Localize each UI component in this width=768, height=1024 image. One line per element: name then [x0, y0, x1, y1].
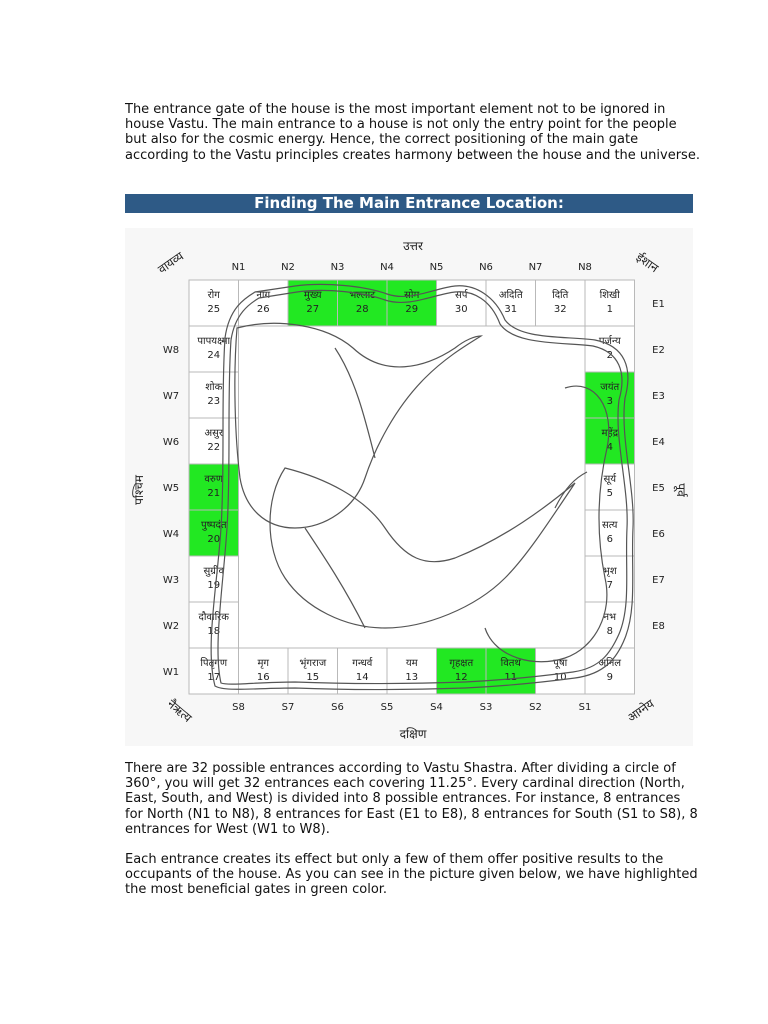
zone-number: 28 — [355, 304, 369, 315]
west-entrance-W8: W8 — [162, 345, 180, 356]
left-zone-cell-21 — [189, 464, 239, 510]
zone-name: पूषा — [553, 658, 568, 669]
zone-name: अनिल — [598, 658, 622, 669]
zone-number: 30 — [454, 304, 468, 315]
top-zone-cell-31 — [486, 280, 536, 326]
zone-number: 2 — [606, 350, 613, 361]
north-label: उत्तर — [403, 239, 423, 253]
zone-number: 20 — [207, 534, 221, 545]
zone-name: मृग — [257, 658, 270, 669]
zone-name: सूर्य — [603, 474, 617, 485]
zone-name: पितृगण — [200, 658, 228, 669]
north-entrance-N4: N4 — [380, 262, 394, 273]
zone-name: भल्लाट — [349, 290, 376, 301]
bottom-zone-cell-14 — [338, 648, 388, 694]
south-entrance-S1: S1 — [578, 702, 592, 713]
south-label: दक्षिण — [399, 727, 427, 741]
section-heading: Finding The Main Entrance Location: — [125, 194, 693, 213]
northwest-label: वायव्य — [155, 249, 187, 277]
north-entrance-N7: N7 — [528, 262, 543, 273]
northeast-label: ईशान — [633, 250, 662, 276]
zone-name: पर्जन्य — [598, 336, 621, 347]
southwest-label: नैऋत्य — [164, 696, 195, 726]
zone-number: 18 — [207, 626, 221, 637]
zone-number: 1 — [606, 304, 613, 315]
zone-number: 24 — [207, 350, 221, 361]
zone-number: 21 — [207, 488, 221, 499]
zone-name: रोग — [207, 290, 220, 301]
zone-number: 29 — [405, 304, 419, 315]
west-entrance-W3: W3 — [162, 575, 180, 586]
zone-name: वितथ — [500, 658, 521, 669]
zone-name: भृंगराज — [299, 658, 327, 669]
north-entrance-N1: N1 — [231, 262, 246, 273]
southeast-label: आग्नेय — [624, 696, 657, 725]
zone-number: 14 — [355, 672, 369, 683]
zone-name: शिखी — [599, 290, 620, 301]
north-entrance-N5: N5 — [429, 262, 444, 273]
zone-number: 19 — [207, 580, 221, 591]
zone-number: 25 — [207, 304, 221, 315]
zone-number: 6 — [606, 534, 613, 545]
bottom-zone-cell-16 — [239, 648, 289, 694]
top-zone-cell-29 — [387, 280, 437, 326]
top-zone-cell-28 — [338, 280, 388, 326]
zone-name: पुष्पदंत — [200, 520, 227, 531]
zone-number: 26 — [256, 304, 270, 315]
south-entrance-S4: S4 — [430, 702, 443, 713]
zone-name: नाग — [256, 290, 271, 301]
intro-paragraph: The entrance gate of the house is the most important element not to be ignored in house Vastu. The main entrance to a house is not only the entry point for the people but also for the cosmic energy. Hence, the correct positioning of the main gate according to the Vastu principles creates harmony between the house and the universe. — [125, 102, 700, 163]
left-zone-cell-24 — [189, 326, 239, 372]
east-entrance-E8: E8 — [652, 621, 665, 632]
top-zone-cell-25 — [189, 280, 239, 326]
zone-number: 31 — [504, 304, 518, 315]
east-entrance-E7: E7 — [652, 575, 665, 586]
zone-name: सुग्रीव — [203, 566, 225, 577]
south-entrance-S3: S3 — [479, 702, 493, 713]
zone-number: 12 — [454, 672, 468, 683]
zone-name: भृश — [602, 566, 617, 577]
zone-name: गन्धर्व — [352, 658, 373, 669]
south-entrance-S2: S2 — [529, 702, 542, 713]
zone-number: 23 — [207, 396, 221, 407]
north-entrance-N3: N3 — [330, 262, 345, 273]
zone-number: 9 — [606, 672, 613, 683]
west-entrance-W1: W1 — [162, 667, 180, 678]
zone-name: सोम — [404, 290, 420, 301]
zone-number: 15 — [306, 672, 320, 683]
bottom-zone-cell-9 — [585, 648, 635, 694]
left-zone-cell-19 — [189, 556, 239, 602]
west-entrance-W2: W2 — [162, 621, 180, 632]
zone-name: पापयक्ष्मा — [197, 336, 231, 347]
north-entrance-N8: N8 — [578, 262, 592, 273]
zone-number: 8 — [606, 626, 613, 637]
zone-name: नभ — [603, 612, 617, 623]
beneficial-gates-paragraph: Each entrance creates its effect but only a few of them offer positive results to the occupants of the house. As you can see in the picture given below, we have highlighted the most beneficial gates in green color. — [125, 852, 698, 898]
zone-number: 5 — [606, 488, 613, 499]
north-entrance-N2: N2 — [281, 262, 295, 273]
zone-number: 7 — [606, 580, 613, 591]
zone-number: 27 — [306, 304, 320, 315]
zone-number: 16 — [256, 672, 270, 683]
east-entrance-E4: E4 — [652, 437, 665, 448]
south-entrance-S8: S8 — [232, 702, 245, 713]
zone-name: गृहक्षत — [449, 658, 474, 669]
top-zone-cell-27 — [288, 280, 338, 326]
right-zone-cell-2 — [585, 326, 635, 372]
west-label: पश्चिम — [132, 475, 146, 505]
zone-number: 10 — [553, 672, 567, 683]
south-entrance-S6: S6 — [331, 702, 344, 713]
bottom-zone-cell-17 — [189, 648, 239, 694]
top-zone-cell-30 — [437, 280, 487, 326]
east-entrance-E5: E5 — [652, 483, 665, 494]
south-entrance-S5: S5 — [380, 702, 394, 713]
left-zone-cell-22 — [189, 418, 239, 464]
zone-name: शोक — [205, 382, 223, 393]
top-zone-cell-1 — [585, 280, 635, 326]
entrances-paragraph: There are 32 possible entrances according to Vastu Shastra. After dividing a circle of 360°, you will get 32 entrances each covering 11.25°. Every cardinal direction (North, East, South, and West) is divided into 8 possible entrances. For instance, 8 entrances for North (N1 to N8), 8 entrances for East (E1 to E8), 8 entrances for South (S1 to S8), 8 entrances for West (W1 to W8). — [125, 761, 698, 837]
left-zone-cell-20 — [189, 510, 239, 556]
west-entrance-W5: W5 — [162, 483, 180, 494]
zone-name: जयंत — [600, 382, 620, 393]
zone-number: 22 — [207, 442, 221, 453]
top-zone-cell-32 — [536, 280, 586, 326]
right-zone-cell-5 — [585, 464, 635, 510]
zone-name: दौवारिक — [198, 612, 229, 623]
east-entrance-E3: E3 — [652, 391, 665, 402]
zone-name: महेंद्र — [601, 428, 619, 439]
zone-number: 13 — [405, 672, 419, 683]
zone-number: 32 — [553, 304, 567, 315]
zone-name: सर्प — [455, 290, 468, 301]
zone-name: असुर — [204, 428, 223, 439]
vastu-entrance-diagram — [125, 228, 693, 746]
right-zone-cell-3 — [585, 372, 635, 418]
east-label: पूर्व — [674, 483, 688, 497]
east-entrance-E6: E6 — [652, 529, 665, 540]
north-entrance-N6: N6 — [479, 262, 493, 273]
zone-name: अदिति — [498, 290, 523, 301]
zone-name: दिति — [552, 290, 569, 301]
right-zone-cell-8 — [585, 602, 635, 648]
left-zone-cell-23 — [189, 372, 239, 418]
zone-number: 4 — [606, 442, 613, 453]
bottom-zone-cell-15 — [288, 648, 338, 694]
zone-number: 17 — [207, 672, 221, 683]
zone-number: 3 — [606, 396, 613, 407]
zone-name: यम — [405, 658, 418, 669]
zone-name: मुख्य — [303, 290, 322, 301]
bottom-zone-cell-13 — [387, 648, 437, 694]
zone-name: सत्य — [602, 520, 618, 531]
west-entrance-W6: W6 — [162, 437, 180, 448]
west-entrance-W4: W4 — [162, 529, 180, 540]
zone-number: 11 — [504, 672, 518, 683]
zone-name: वरुण — [204, 474, 224, 485]
east-entrance-E1: E1 — [652, 299, 665, 310]
west-entrance-W7: W7 — [162, 391, 180, 402]
east-entrance-E2: E2 — [652, 345, 665, 356]
top-zone-cell-26 — [239, 280, 289, 326]
south-entrance-S7: S7 — [281, 702, 295, 713]
